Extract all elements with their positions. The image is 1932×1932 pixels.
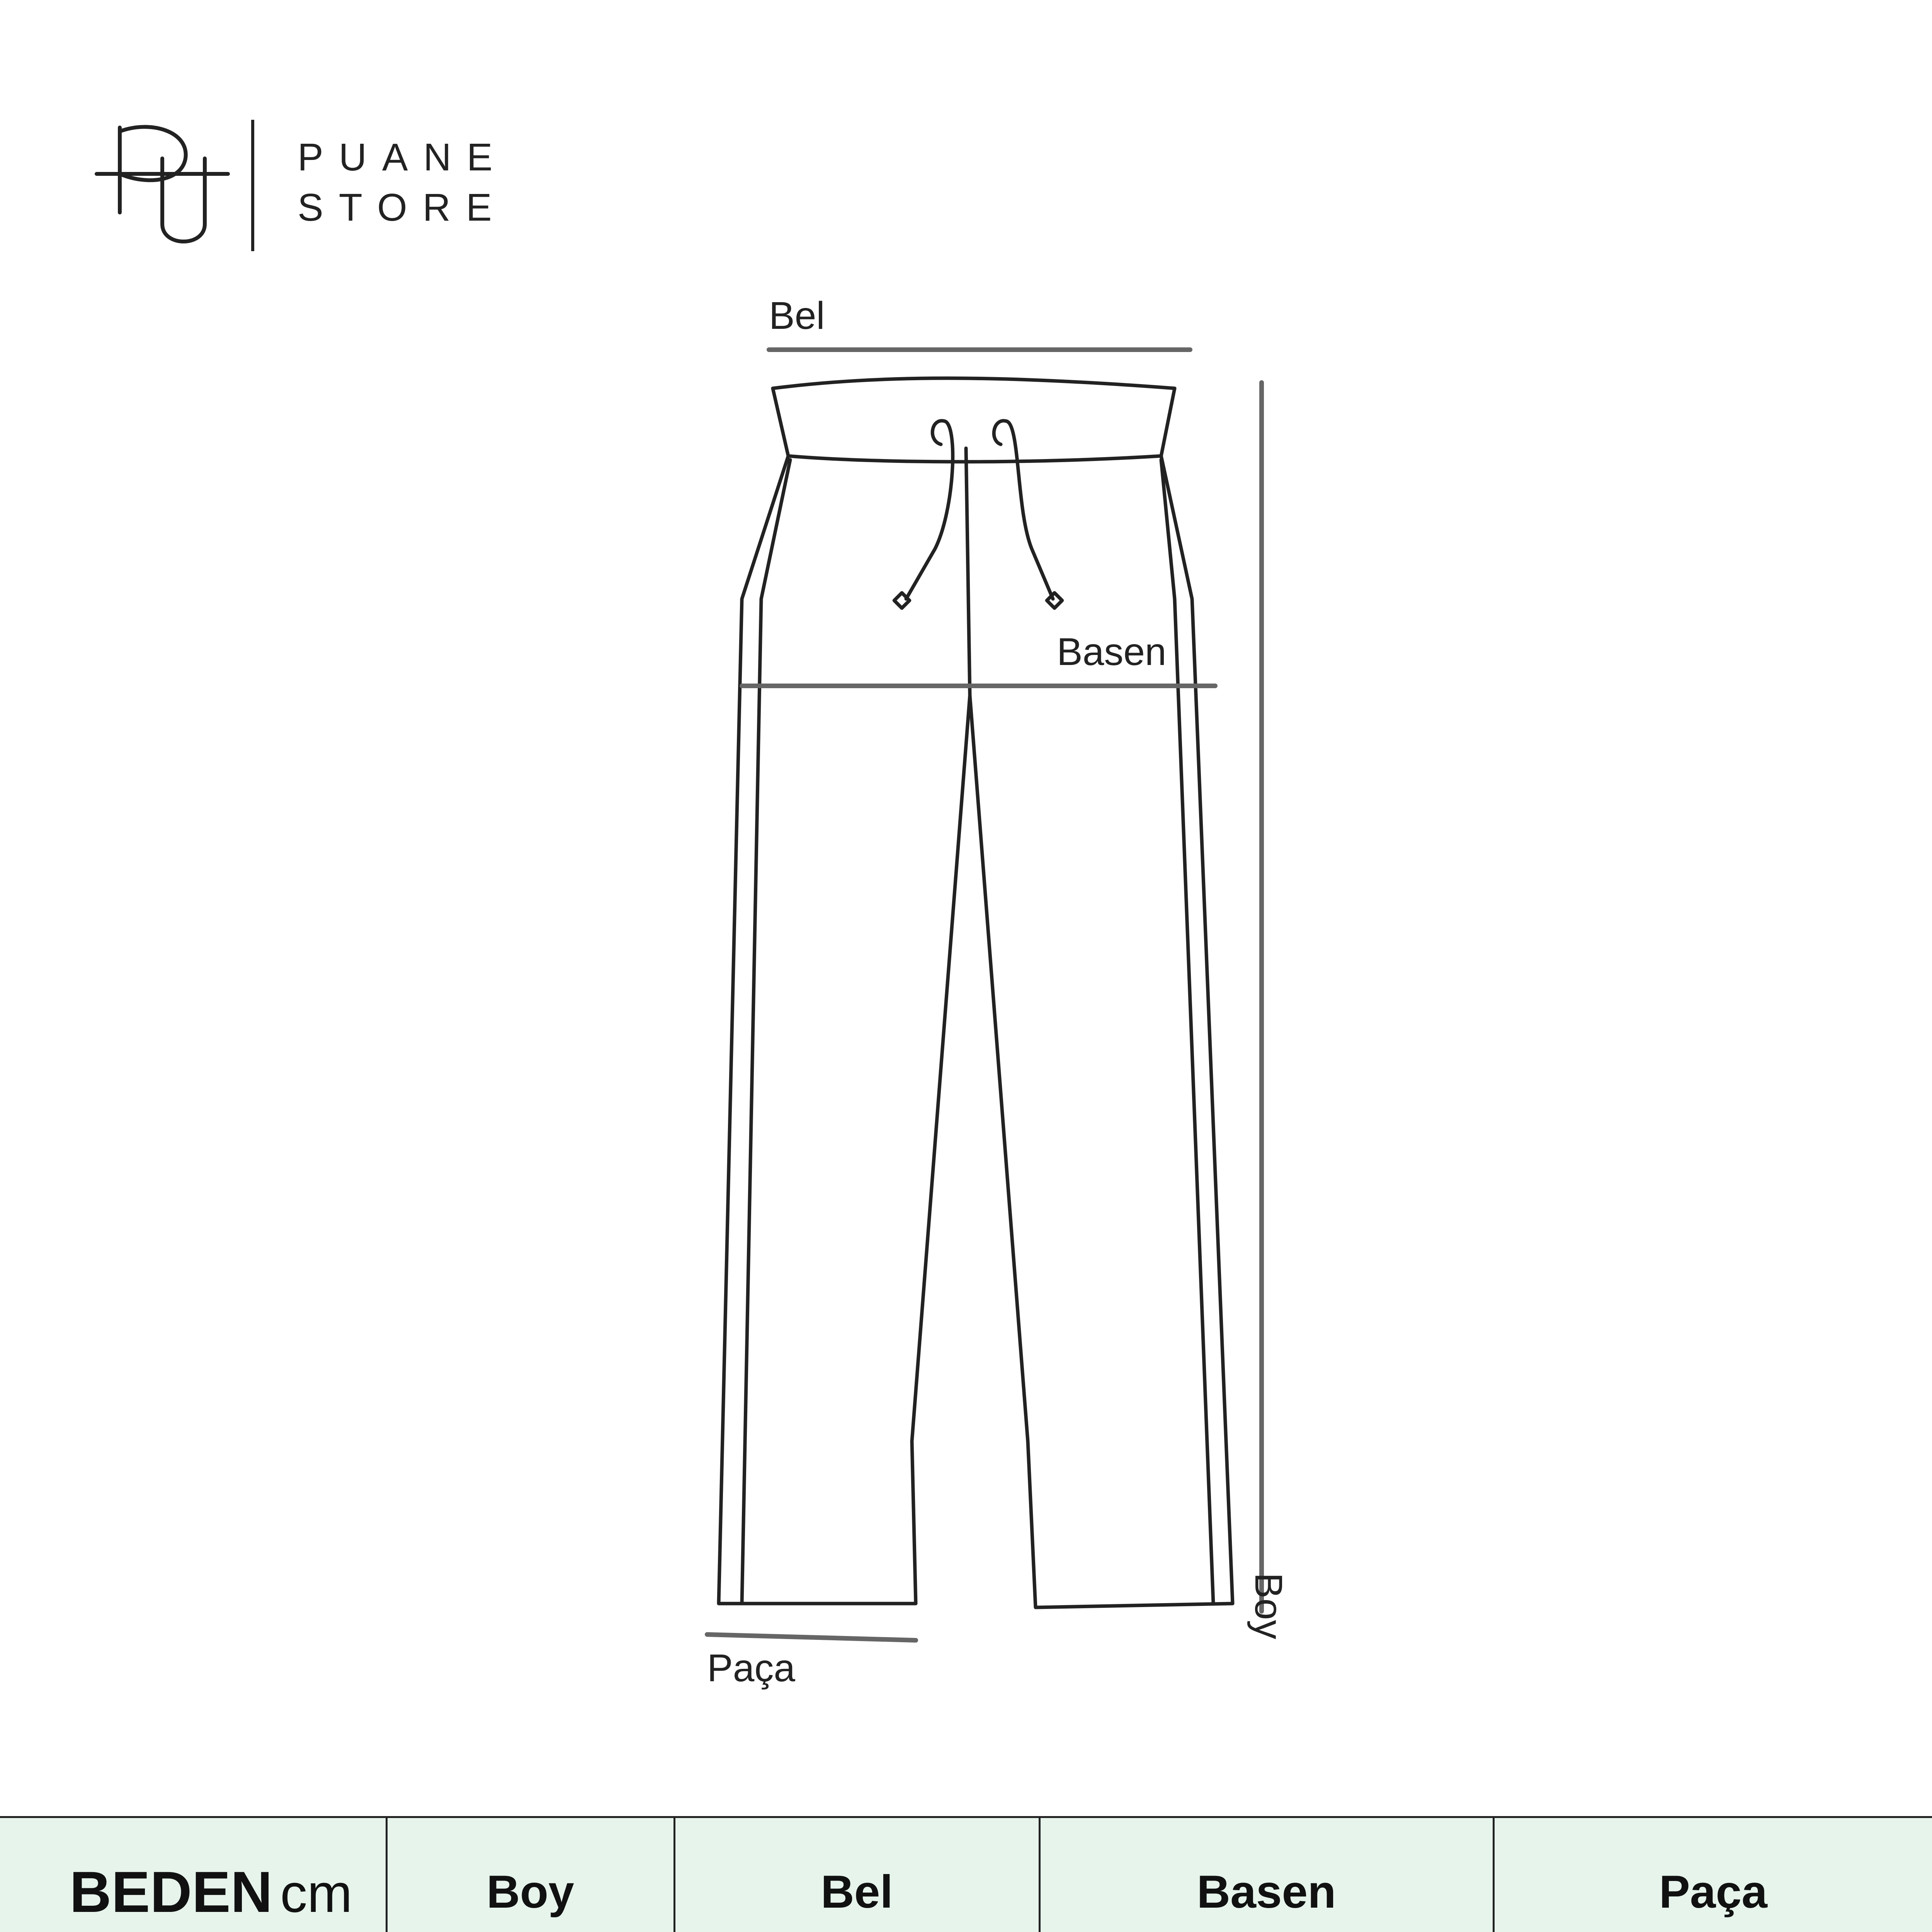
brand-name-line-1: PUANE bbox=[298, 136, 508, 179]
length-column-header: Boy bbox=[386, 1817, 674, 1932]
size-header-label: BEDEN bbox=[70, 1859, 273, 1924]
brand-name-line-2: STORE bbox=[298, 186, 507, 229]
size-column-header bbox=[0, 1817, 386, 1932]
waist-label: Bel bbox=[769, 294, 825, 337]
hem-column-header: Paça bbox=[1493, 1817, 1932, 1932]
unit-label: cm bbox=[280, 1862, 352, 1923]
puane-monogram-icon bbox=[89, 116, 236, 255]
length-label: Boy bbox=[1247, 1573, 1290, 1639]
hem-measure-line bbox=[707, 1634, 916, 1640]
waist-column-header: Bel bbox=[674, 1817, 1039, 1932]
hip-label: Basen bbox=[1057, 630, 1167, 673]
pants-outline-drawing bbox=[688, 278, 1345, 1708]
pants-measurement-diagram bbox=[688, 278, 1345, 1708]
brand-logo bbox=[89, 116, 514, 263]
size-chart-table bbox=[0, 1816, 1932, 1932]
hem-label: Paça bbox=[707, 1646, 795, 1690]
hip-column-header: Basen bbox=[1039, 1817, 1493, 1932]
logo-divider bbox=[251, 120, 254, 251]
table-header-row bbox=[0, 1817, 1932, 1932]
